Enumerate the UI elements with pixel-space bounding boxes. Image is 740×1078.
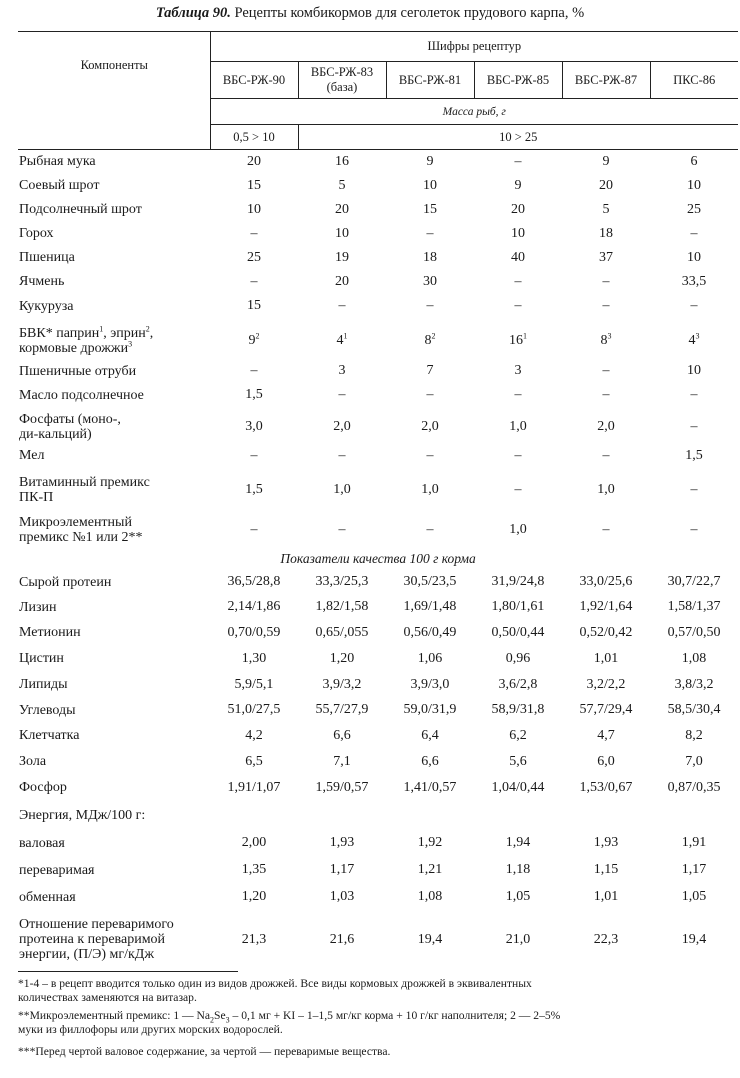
code-header: ВБС-РЖ-83 (база) [298, 62, 386, 99]
mass-range: 0,5 > 10 [210, 125, 298, 150]
table-row: Масло подсолнечное 1,5 – – – – – [19, 387, 698, 403]
table-row: Сырой протеин 36,5/28,8 33,3/25,3 30,5/23,5 31,9/24,8 33,0/25,6 30,7/22,7 [19, 574, 721, 590]
table-row: Отношение переваримого протеина к переваримой энергии, (П/Э) мг/кДж 21,3 21,6 19,4 21,0 22,3 19,4 [19, 917, 707, 962]
components-header: Компоненты [18, 32, 210, 99]
caption-label: Таблица 90. [155, 5, 231, 21]
table-row: Углеводы 51,0/27,5 55,7/27,9 59,0/31,9 58,9/31,8 57,7/29,4 58,5/30,4 [19, 702, 721, 718]
quality-header: Показатели качества 100 г корма [280, 550, 476, 566]
table-row: Мел – – – – – 1,5 [19, 447, 703, 463]
caption-title: Рецепты комбикормов для сеголеток прудового карпа, % [234, 5, 585, 21]
table-caption [0, 5, 740, 22]
code-header: ВБС-РЖ-85 [474, 62, 562, 99]
mass-header: Масса рыб, г [210, 99, 738, 125]
table-row: Рыбная мука 20 16 9 – 9 6 [19, 153, 698, 170]
table-row: Подсолнечный шрот 10 20 15 20 5 25 [19, 201, 702, 217]
codes-header: Шифры рецептур [210, 32, 738, 62]
code-header: ВБС-РЖ-90 [210, 62, 298, 99]
table-row: Пшеница 25 19 18 40 37 10 [19, 249, 702, 265]
table-row: Ячмень – 20 30 – – 33,5 [19, 273, 707, 289]
table-row: валовая 2,00 1,93 1,92 1,94 1,93 1,91 [19, 835, 707, 851]
table-row: Клетчатка 4,2 6,6 6,4 6,2 4,7 8,2 [19, 727, 703, 743]
table-row: Пшеничные отруби – 3 7 3 – 10 [19, 363, 702, 379]
footnote-3: ***Перед чертой валовое содержание, за чертой — переваримые вещества. [18, 1045, 391, 1058]
energy-label-row [18, 801, 738, 830]
code-header: ПКС-86 [650, 62, 738, 99]
feed-recipes-table [18, 31, 738, 967]
footnotes [18, 977, 738, 1063]
footnote-divider [18, 971, 238, 972]
table-row: Лизин 2,14/1,86 1,82/1,58 1,69/1,48 1,80/1,61 1,92/1,64 1,58/1,37 [19, 599, 721, 615]
table-row: БВК* паприн$^1$, эприн$^2$, кормовые дрожжи$^3$ $9^2$ $4^1$ $8^2$ $16^1$ $8^3$ $4^3$ [19, 323, 700, 356]
quality-header-row [18, 548, 738, 570]
table-row: переваримая 1,35 1,17 1,21 1,18 1,15 1,17 [19, 862, 707, 878]
energy-label: Энергия, МДж/100 г: [19, 807, 146, 823]
table-row: Фосфаты (моно-, ди-кальций) 3,0 2,0 2,0 1,0 2,0 – [19, 411, 698, 442]
footnote-1: *1-4 – в рецепт вводится только один из видов дрожжей. Все виды кормовых дрожжей в эквивалентных количествах заменяются на витазар. [18, 977, 532, 1004]
table-row: обменная 1,20 1,03 1,08 1,05 1,01 1,05 [19, 889, 707, 905]
code-header: ВБС-РЖ-87 [562, 62, 650, 99]
table-row: Фосфор 1,91/1,07 1,59/0,57 1,41/0,57 1,04/0,44 1,53/0,67 0,87/0,35 [19, 779, 721, 795]
table-row: Соевый шрот 15 5 10 9 20 10 [19, 177, 702, 193]
table-row: Горох – 10 – 10 18 – [19, 225, 698, 241]
table-row: Липиды 5,9/5,1 3,9/3,2 3,9/3,0 3,6/2,8 3,2/2,2 3,8/3,2 [19, 676, 714, 692]
footnote-2: **Микроэлементный премикс: 1 — $Na_2Se_3 - 0,1$ мг + KI – 1–1,5 мг/кг корма + 10 г/кг наполнителя; 2 — 2–5% муки из филлофоры или других морских водорослей. [18, 1009, 561, 1036]
table-row: Микроэлементный премикс №1 или 2** – – – 1,0 – – [19, 514, 698, 545]
table-row: Зола 6,5 7,1 6,6 5,6 6,0 7,0 [19, 753, 703, 769]
code-header: ВБС-РЖ-81 [386, 62, 474, 99]
table-row: Метионин 0,70/0,59 0,65/,055 0,56/0,49 0,50/0,44 0,52/0,42 0,57/0,50 [19, 624, 721, 640]
table-row: Кукуруза 15 – – – – – [19, 298, 698, 314]
mass-range: 10 > 25 [298, 125, 738, 150]
table-row: Витаминный премикс ПК-П 1,5 1,0 1,0 – 1,0 – [19, 474, 698, 505]
table-row: Цистин 1,30 1,20 1,06 0,96 1,01 1,08 [19, 650, 707, 666]
